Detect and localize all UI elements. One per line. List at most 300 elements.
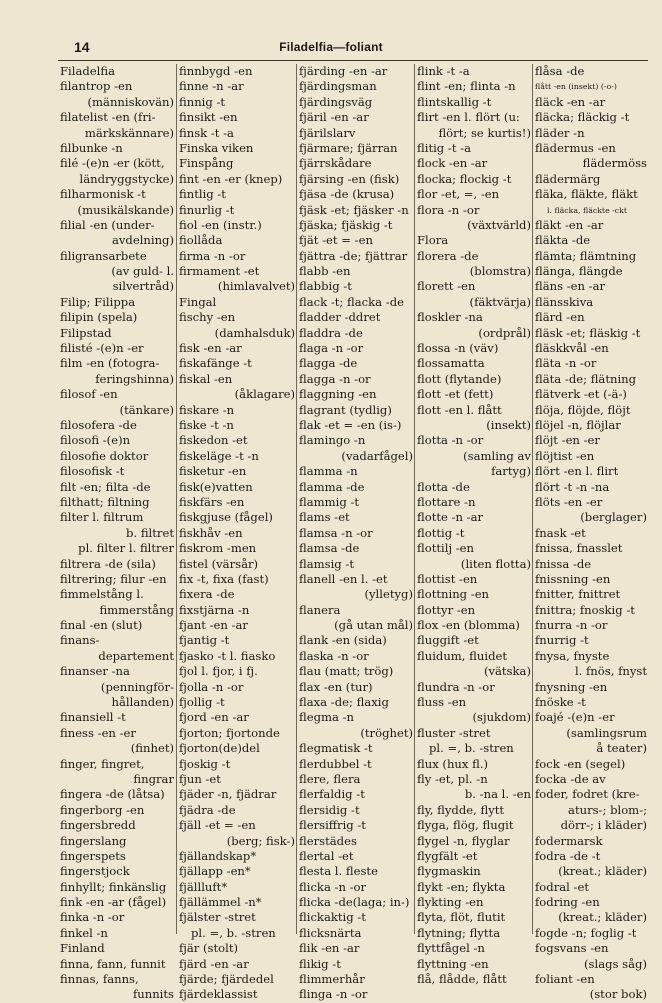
dictionary-entry-line: (växtvärld) <box>467 217 531 232</box>
dictionary-entry-line: flotta -n -or <box>417 433 484 448</box>
dictionary-entry-line: fistel (värsår) <box>179 556 259 571</box>
dictionary-entry-line: fjälster -stret <box>179 910 256 925</box>
dictionary-entry-line: flört -t -n -na <box>535 479 610 494</box>
dictionary-entry-line: final -en (slut) <box>60 618 143 633</box>
dictionary-entry-line: Fingal <box>179 294 217 309</box>
dictionary-entry-line: finnas, fanns, <box>60 972 139 987</box>
dictionary-entry-line: flott (flytande) <box>417 371 502 386</box>
dictionary-entry-line: flau (matt; trög) <box>299 664 394 679</box>
dictionary-entry-line: fläcka; fläckig -t <box>535 110 630 125</box>
dictionary-entry-line: Flora <box>417 233 449 248</box>
dictionary-entry-line: finhyllt; finkänslig <box>60 879 167 894</box>
dictionary-entry-line: fiskafänge -t <box>179 356 252 371</box>
dictionary-entry-line: flygmaskin <box>417 864 481 879</box>
dictionary-entry-line: fodra -de -t <box>535 848 601 863</box>
dictionary-entry-line: fogsvans -en <box>535 941 609 956</box>
dictionary-entry-line: fjorton; fjortonde <box>179 725 280 740</box>
dictionary-entry-line: filt -en; filta -de <box>60 479 151 494</box>
dictionary-entry-line: foliant -en <box>535 972 595 987</box>
dictionary-entry-line: flundra -n -or <box>417 679 495 694</box>
dictionary-entry-line: fluster -stret <box>417 725 491 740</box>
dictionary-entry-line: finna, fann, funnit <box>60 956 166 971</box>
dictionary-entry-line: filé -(e)n -er (kött, <box>60 156 165 171</box>
dictionary-entry-line: (ylletyg) <box>364 587 413 602</box>
dictionary-entry-line: (himlavalvet) <box>217 279 295 294</box>
dictionary-entry-line: fnurrig -t <box>535 633 589 648</box>
dictionary-entry-line: flax -en (tur) <box>299 679 373 694</box>
dictionary-entry-line: fink -en -ar (fågel) <box>60 895 167 910</box>
dictionary-entry-line: flersidig -t <box>299 802 360 817</box>
dictionary-entry-line: fimmerstång <box>99 602 174 617</box>
dictionary-entry-line: flock -en -ar <box>417 156 488 171</box>
dictionary-entry-line: fnissa -de <box>535 556 592 571</box>
dictionary-entry-line: filtrera -de (sila) <box>60 556 156 571</box>
dictionary-entry-line: fischy -en <box>179 310 236 325</box>
dictionary-entry-line: flyta, flöt, flutit <box>417 910 506 925</box>
dictionary-entry-line: fingerstjock <box>60 864 130 879</box>
dictionary-entry-line: flagga -de <box>299 356 358 371</box>
dictionary-entry-line: flammig -t <box>299 494 360 509</box>
dictionary-entry-line: flottist -en <box>417 571 478 586</box>
dictionary-entry-line: flaxa -de; flaxig <box>299 695 389 710</box>
dictionary-entry-line: fodring -en <box>535 895 600 910</box>
dictionary-entry-line: finansiell -t <box>60 710 126 725</box>
dictionary-entry-line: flykt -en; flykta <box>417 879 506 894</box>
dictionary-entry-line: fjärding -en -ar <box>299 64 388 78</box>
dictionary-entry-line: fjäll -et = -en <box>179 818 256 833</box>
dictionary-entry-line: filter l. filtrum <box>60 510 144 525</box>
dictionary-entry-line: finans- <box>60 633 100 648</box>
dictionary-entry-line: flabbig -t <box>299 279 352 294</box>
dictionary-entry-line: flaska -n -or <box>299 648 369 663</box>
dictionary-entry-line: fogde -n; foglig -t <box>535 925 637 940</box>
dictionary-entry-line: (vadarfågel) <box>341 448 413 463</box>
dictionary-entry-line: finsk -t -a <box>179 125 234 140</box>
dictionary-entry-line: finnig -t <box>179 94 226 109</box>
dictionary-entry-line: (fäktvärja) <box>469 294 531 309</box>
dictionary-entry-line: fjollig -t <box>179 695 225 710</box>
dictionary-entry-line: fladdra -de <box>299 325 363 340</box>
dictionary-entry-line: fiskhåv -en <box>179 525 243 540</box>
dictionary-entry-line: fjällandskap* <box>179 848 257 863</box>
dictionary-entry-line: (damhalsduk) <box>214 325 295 340</box>
dictionary-entry-line: funnits <box>132 987 174 1002</box>
dictionary-entry-line: flädermöss <box>582 156 647 171</box>
dictionary-entry-line: finanser -na <box>60 664 130 679</box>
dictionary-entry-line: flik -en -ar <box>299 941 360 956</box>
dictionary-entry-line: fjärilslarv <box>299 125 356 140</box>
dictionary-entry-line: fjärde; fjärdedel <box>179 972 274 987</box>
dictionary-entry-line: fisk(e)vatten <box>179 479 253 494</box>
dictionary-entry-line: fodral -et <box>535 879 589 894</box>
dictionary-entry-line: filosofera -de <box>60 417 137 432</box>
dictionary-entry-line: fjär (stolt) <box>179 941 239 956</box>
dictionary-entry-line: (av guld- l. <box>111 264 174 279</box>
dictionary-entry-line: flikig -t <box>299 956 341 971</box>
dictionary-entry-line: flimmerhår <box>299 972 365 987</box>
dictionary-entry-line: pl. =, b. -stren <box>429 741 514 756</box>
dictionary-entry-line: (samling av <box>463 448 531 463</box>
dictionary-entry-line: fluidum, fluidet <box>417 648 508 663</box>
dictionary-entry-line: filipin (spela) <box>60 310 138 325</box>
dictionary-entry-line: flotte -n -ar <box>417 510 484 525</box>
dictionary-entry-line: Finska viken <box>179 140 254 155</box>
dictionary-entry-line: filosofie doktor <box>60 448 149 463</box>
dictionary-entry-line: fjoskig -t <box>179 756 231 771</box>
dictionary-entry-line: fläck -en -ar <box>535 94 606 109</box>
dictionary-entry-line: fjäril -en -ar <box>299 110 369 125</box>
dictionary-entry-line: fnurra -n -or <box>535 618 608 633</box>
dictionary-entry-line: flygel -n, flyglar <box>417 833 510 848</box>
dictionary-entry-line: (tröghet) <box>360 725 413 740</box>
dictionary-entry-line: fjärdingsväg <box>299 94 373 109</box>
dictionary-entry-line: flerdubbel -t <box>299 756 372 771</box>
dictionary-entry-line: fjun -et <box>179 771 221 786</box>
dictionary-entry-line: fluggift -et <box>417 633 479 648</box>
dictionary-entry-line: flack -t; flacka -de <box>299 294 404 309</box>
dictionary-entry-line: flegmatisk -t <box>299 741 373 756</box>
dictionary-entry-line: flora -n -or <box>417 202 480 217</box>
dictionary-entry-line: finger, fingret, <box>60 756 145 771</box>
column-5 <box>532 64 649 1002</box>
dictionary-entry-line: flottig -t <box>417 525 465 540</box>
dictionary-entry-line: fiskgjuse (fågel) <box>179 510 273 525</box>
page-number: 14 <box>74 39 90 55</box>
dictionary-entry-line: fiskfärs -en <box>179 494 245 509</box>
dictionary-entry-line: fläta -n -or <box>535 356 597 371</box>
dictionary-entry-line: flöts -en -er <box>535 494 603 509</box>
dictionary-entry-line: (slags såg) <box>584 956 647 971</box>
dictionary-entry-line: flamsa -n -or <box>299 525 373 540</box>
dictionary-entry-line: fnittra; fnoskig -t <box>535 602 635 617</box>
header-rule <box>58 60 648 61</box>
dictionary-entry-line: fly -et, pl. -n <box>417 771 488 786</box>
dictionary-entry-line: filbunke -n <box>60 140 123 155</box>
dictionary-entry-line: fläka, fläkte, fläkt <box>535 187 638 202</box>
dictionary-entry-line: flärd -en <box>535 310 585 325</box>
dictionary-entry-line: (sjukdom) <box>472 710 531 725</box>
dictionary-entry-line: Filip; Filippa <box>60 294 136 309</box>
dictionary-entry-line: märkskännare) <box>84 125 174 140</box>
dictionary-entry-line: film -en (fotogra- <box>60 356 160 371</box>
dictionary-entry-line: flicka -n -or <box>299 879 367 894</box>
dictionary-entry-line: fjasko -t l. fiasko <box>179 648 276 663</box>
dictionary-entry-line: finurlig -t <box>179 202 235 217</box>
dictionary-entry-line: fjädra -de <box>179 802 236 817</box>
dictionary-entry-line: fjord -en -ar <box>179 710 249 725</box>
dictionary-entry-line: fingrar <box>133 771 174 786</box>
dictionary-entry-line: fjäder -n, fjädrar <box>179 787 277 802</box>
dictionary-entry-line: flott -et (fett) <box>417 387 494 402</box>
dictionary-entry-line: fiollåda <box>179 233 223 248</box>
dictionary-entry-line: fjärdeklassist <box>179 987 258 1002</box>
dictionary-entry-line: fjät -et = -en <box>299 233 373 248</box>
dictionary-entry-line: fingerborg -en <box>60 802 145 817</box>
dictionary-entry-line: (samlingsrum <box>566 725 647 740</box>
dictionary-entry-line: fjättra -de; fjättrar <box>299 248 408 263</box>
dictionary-entry-line: fintlig -t <box>179 187 226 202</box>
dictionary-entry-line: flamingo -n <box>299 433 366 448</box>
dictionary-entry-line: fjällapp -en* <box>179 864 251 879</box>
dictionary-entry-line: fnysa, fnyste <box>535 648 610 663</box>
dictionary-entry-line: b. -na l. -en <box>464 787 531 802</box>
dictionary-entry-line: flux (hux fl.) <box>417 756 489 771</box>
dictionary-entry-line: flesta l. fleste <box>299 864 378 879</box>
dictionary-entry-line: fnöske -t <box>535 695 586 710</box>
dictionary-entry-line: flamsig -t <box>299 556 354 571</box>
dictionary-entry-line: fisk -en -ar <box>179 341 242 356</box>
dictionary-entry-line: flere, flera <box>299 771 361 786</box>
dictionary-entry-line: fjäsk -et; fjäsker -n <box>299 202 409 217</box>
dictionary-entry-line: silvertråd) <box>112 279 174 294</box>
dictionary-entry-line: fläskkvål -en <box>535 341 609 356</box>
dictionary-entry-line: flintskallig -t <box>417 94 492 109</box>
dictionary-entry-line: flädermärg <box>535 171 601 186</box>
dictionary-entry-line: fimmelstång l. <box>60 587 144 602</box>
dictionary-entry-line: ländryggstycke) <box>79 171 174 186</box>
dictionary-entry-line: filosof -en <box>60 387 118 402</box>
dictionary-entry-line: flätverk -et (-ä-) <box>535 387 627 402</box>
dictionary-entry-line: flossa -n (väv) <box>417 341 499 356</box>
dictionary-entry-line: fixera -de <box>179 587 235 602</box>
dictionary-entry-line: flicksnärta <box>299 925 362 940</box>
dictionary-entry-line: flersiffrig -t <box>299 818 366 833</box>
dictionary-entry-line: finess -en -er <box>60 725 136 740</box>
dictionary-entry-line: filial -en (under- <box>60 217 155 232</box>
dictionary-entry-line: fläder -n <box>535 125 585 140</box>
dictionary-entry-line: flamma -de <box>299 479 365 494</box>
dictionary-entry-line: fartyg) <box>491 464 531 479</box>
dictionary-columns <box>58 64 648 1002</box>
dictionary-entry-line: fiskedon -et <box>179 433 248 448</box>
dictionary-entry-line: foajé -(e)n -er <box>535 710 615 725</box>
column-3 <box>296 64 415 1002</box>
dictionary-entry-line: fix -t, fixa (fast) <box>179 571 269 586</box>
dictionary-entry-line: flämta; flämtning <box>535 248 637 263</box>
dictionary-entry-line: filtrering; filur -en <box>60 571 167 586</box>
dictionary-entry-line: firmament -et <box>179 264 260 279</box>
dictionary-entry-line: (insekt) <box>486 417 531 432</box>
dictionary-entry-line: flox -en (blomma) <box>417 618 520 633</box>
dictionary-entry-line: flagga -n -or <box>299 371 371 386</box>
dictionary-entry-line: fnask -et <box>535 525 586 540</box>
dictionary-entry-line: flå, flådde, flått <box>417 972 507 987</box>
dictionary-entry-line: flanell -en l. -et <box>299 571 388 586</box>
dictionary-entry-line: finka -n -or <box>60 910 125 925</box>
dictionary-entry-line: flottare -n <box>417 494 476 509</box>
dictionary-entry-line: fjärdingsman <box>299 79 377 94</box>
dictionary-entry-line: feringshinna) <box>95 371 174 386</box>
column-4 <box>414 64 533 987</box>
dictionary-entry-line: b. filtret <box>126 525 174 540</box>
column-1 <box>58 64 176 1002</box>
dictionary-entry-line: pl. filter l. filtrer <box>78 541 174 556</box>
dictionary-entry-line: flor -et, =, -en <box>417 187 500 202</box>
dictionary-entry-line: fjorton(de)del <box>179 741 260 756</box>
dictionary-entry-line: finkel -n <box>60 925 108 940</box>
dictionary-entry-line: flåsa -de <box>535 64 585 78</box>
dictionary-entry-line: avdelning) <box>111 233 174 248</box>
dictionary-entry-line: flottyr -en <box>417 602 476 617</box>
dictionary-entry-line: flerstädes <box>299 833 357 848</box>
dictionary-entry-line: flanera <box>299 602 341 617</box>
dictionary-entry-line: (åklagare) <box>234 387 295 402</box>
dictionary-entry-line: flerfaldig -t <box>299 787 365 802</box>
dictionary-entry-line: fläkt -en -ar <box>535 217 604 232</box>
dictionary-entry-line: filisté -(e)n -er <box>60 341 144 356</box>
dictionary-entry-line: (berglager) <box>580 510 647 525</box>
dictionary-entry-line: fnysning -en <box>535 679 608 694</box>
dictionary-entry-line: fixstjärna -n <box>179 602 250 617</box>
dictionary-entry-line: flott -en l. flått <box>417 402 502 417</box>
dictionary-entry-line: fjolla -n -or <box>179 679 244 694</box>
dictionary-entry-line: (kreat.; kläder) <box>558 910 647 925</box>
dictionary-entry-line: fläkta -de <box>535 233 591 248</box>
dictionary-entry-line: pl. =, b. -stren <box>191 925 276 940</box>
dictionary-entry-line: flagrant (tydlig) <box>299 402 392 417</box>
dictionary-entry-line: flygfält -et <box>417 848 478 863</box>
dictionary-entry-line: finne -n -ar <box>179 79 244 94</box>
dictionary-entry-line: flört -en l. flirt <box>535 464 619 479</box>
dictionary-entry-line: hållanden) <box>111 695 174 710</box>
dictionary-entry-line: fingera -de (låtsa) <box>60 787 165 802</box>
dictionary-entry-line: fläns -en -ar <box>535 279 606 294</box>
dictionary-entry-line: fjärrskådare <box>299 156 372 171</box>
dictionary-entry-line: fnissning -en <box>535 571 611 586</box>
dictionary-entry-line: (gå utan mål) <box>334 618 413 633</box>
dictionary-entry-line: flegma -n <box>299 710 354 725</box>
dictionary-entry-line: (stor bok) <box>589 987 647 1002</box>
dictionary-entry-line: flöjtist -en <box>535 448 595 463</box>
dictionary-entry-line: fjärd -en -ar <box>179 956 249 971</box>
dictionary-entry-line: fjant -en -ar <box>179 618 248 633</box>
dictionary-entry-line: Filipstad <box>60 325 112 340</box>
dictionary-entry-line: fladder -ddret <box>299 310 381 325</box>
dictionary-entry-line: fjällluft* <box>179 879 228 894</box>
dictionary-entry-line: flaga -n -or <box>299 341 364 356</box>
dictionary-entry-line: finnbygd -en <box>179 64 253 78</box>
dictionary-entry-line: flitig -t -a <box>417 140 472 155</box>
dictionary-entry-line: flädermus -en <box>535 140 616 155</box>
dictionary-entry-line: (kreat.; kläder) <box>558 864 647 879</box>
dictionary-entry-line: flyga, flög, flugit <box>417 818 514 833</box>
dictionary-entry-line: flint -en; flinta -n <box>417 79 516 94</box>
dictionary-entry-line: l. fnös, fnyst <box>574 664 647 679</box>
dictionary-entry-line: fingersbredd <box>60 818 136 833</box>
dictionary-entry-line: fnissa, fnasslet <box>535 541 623 556</box>
dictionary-entry-line: (ordprål) <box>478 325 531 340</box>
dictionary-entry-line: fodermarsk <box>535 833 603 848</box>
dictionary-entry-line: flink -t -a <box>417 64 470 78</box>
dictionary-entry-line: filharmonisk -t <box>60 187 146 202</box>
dictionary-entry-line: flank -en (sida) <box>299 633 387 648</box>
dictionary-entry-line: Finland <box>60 941 105 956</box>
dictionary-entry-line: flickaktig -t <box>299 910 366 925</box>
dictionary-entry-line: fläsk -et; fläskig -t <box>535 325 641 340</box>
dictionary-entry-line: l. fläcka, fläckte -ckt <box>547 205 628 215</box>
dictionary-entry-line: flak -et = -en (is-) <box>299 417 402 432</box>
dictionary-entry-line: fjäsa -de (krusa) <box>299 187 395 202</box>
dictionary-entry-line: flänga, flängde <box>535 264 623 279</box>
dictionary-entry-line: fingerslang <box>60 833 127 848</box>
dictionary-entry-line: fiske -t -n <box>179 417 234 432</box>
dictionary-entry-line: fiskal -en <box>179 371 233 386</box>
dictionary-entry-line: flykting -en <box>417 895 484 910</box>
dictionary-entry-line: flabb -en <box>299 264 351 279</box>
dictionary-entry-line: flottilj -en <box>417 541 474 556</box>
running-title: Filadelfia—foliant <box>279 40 383 54</box>
dictionary-entry-line: flottning -en <box>417 587 490 602</box>
dictionary-entry-line: flört; se kurtis!) <box>438 125 531 140</box>
dictionary-entry-line: florera -de <box>417 248 479 263</box>
dictionary-entry-line: focka -de av <box>535 771 606 786</box>
dictionary-entry-line: flyttfågel -n <box>417 941 485 956</box>
dictionary-entry-line: departement <box>98 648 174 663</box>
dictionary-entry-line: flänsskiva <box>535 294 594 309</box>
dictionary-entry-line: firma -n -or <box>179 248 246 263</box>
dictionary-entry-line: (penningför- <box>100 679 174 694</box>
dictionary-entry-line: fläta -de; flätning <box>535 371 637 386</box>
dictionary-entry-line: filantrop -en <box>60 79 133 94</box>
dictionary-entry-line: flicka -de(laga; in-) <box>299 895 410 910</box>
dictionary-entry-line: fjällämmel -n* <box>179 895 262 910</box>
dictionary-entry-line: (vätska) <box>483 664 531 679</box>
dictionary-entry-line: å teater) <box>596 741 647 756</box>
dictionary-entry-line: fjäska; fjäskig -t <box>299 217 393 232</box>
dictionary-entry-line: flocka; flockig -t <box>417 171 512 186</box>
dictionary-entry-line: fjantig -t <box>179 633 230 648</box>
dictionary-entry-line: (berg; fisk-) <box>226 833 295 848</box>
dictionary-entry-line: flirt -en l. flört (u: <box>417 110 520 125</box>
dictionary-entry-line: (finhet) <box>130 741 174 756</box>
dictionary-entry-line: florett -en <box>417 279 476 294</box>
dictionary-entry-line: fisketur -en <box>179 464 247 479</box>
dictionary-entry-line: fjärsing -en (fisk) <box>299 171 400 186</box>
dictionary-entry-line: fly, flydde, flytt <box>417 802 505 817</box>
dictionary-entry-line: flöja, flöjde, flöjt <box>535 402 631 417</box>
dictionary-entry-line: flaggning -en <box>299 387 377 402</box>
dictionary-entry-line: (människovän) <box>87 94 174 109</box>
column-2 <box>176 64 297 1002</box>
dictionary-entry-line: fingerspets <box>60 848 126 863</box>
dictionary-entry-line: aturs-; blom-; <box>568 802 647 817</box>
dictionary-entry-line: fiskrom -men <box>179 541 257 556</box>
dictionary-entry-line: (liten flotta) <box>460 556 531 571</box>
dictionary-entry-line: (blomstra) <box>469 264 531 279</box>
dictionary-entry-line: flytning; flytta <box>417 925 501 940</box>
dictionary-entry-line: fint -en -er (knep) <box>179 171 283 186</box>
dictionary-entry-line: fjärmare; fjärran <box>299 140 398 155</box>
dictionary-entry-line: fiskare -n <box>179 402 235 417</box>
dictionary-entry-line: fnitter, fnittret <box>535 587 621 602</box>
dictionary-entry-line: flamsa -de <box>299 541 360 556</box>
dictionary-entry-line: filosofisk -t <box>60 464 125 479</box>
dictionary-entry-line: filthatt; filtning <box>60 494 150 509</box>
dictionary-entry-line: fluss -en <box>417 695 467 710</box>
dictionary-entry-line: fock -en (segel) <box>535 756 626 771</box>
dictionary-entry-line: flinga -n -or <box>299 987 368 1002</box>
dictionary-entry-line: Filadelfia <box>60 64 116 78</box>
dictionary-entry-line: filigransarbete <box>60 248 147 263</box>
dictionary-entry-line: flertal -et <box>299 848 354 863</box>
dictionary-entry-line: fiol -en (instr.) <box>179 217 262 232</box>
dictionary-entry-line: floskler -na <box>417 310 483 325</box>
dictionary-entry-line: filatelist -en (fri- <box>60 110 156 125</box>
dictionary-entry-line: fjol l. fjor, i fj. <box>179 664 258 679</box>
dictionary-entry-line: flamma -n <box>299 464 358 479</box>
dictionary-entry-line: filosofi -(e)n <box>60 433 131 448</box>
dictionary-entry-line: flyttning -en <box>417 956 489 971</box>
